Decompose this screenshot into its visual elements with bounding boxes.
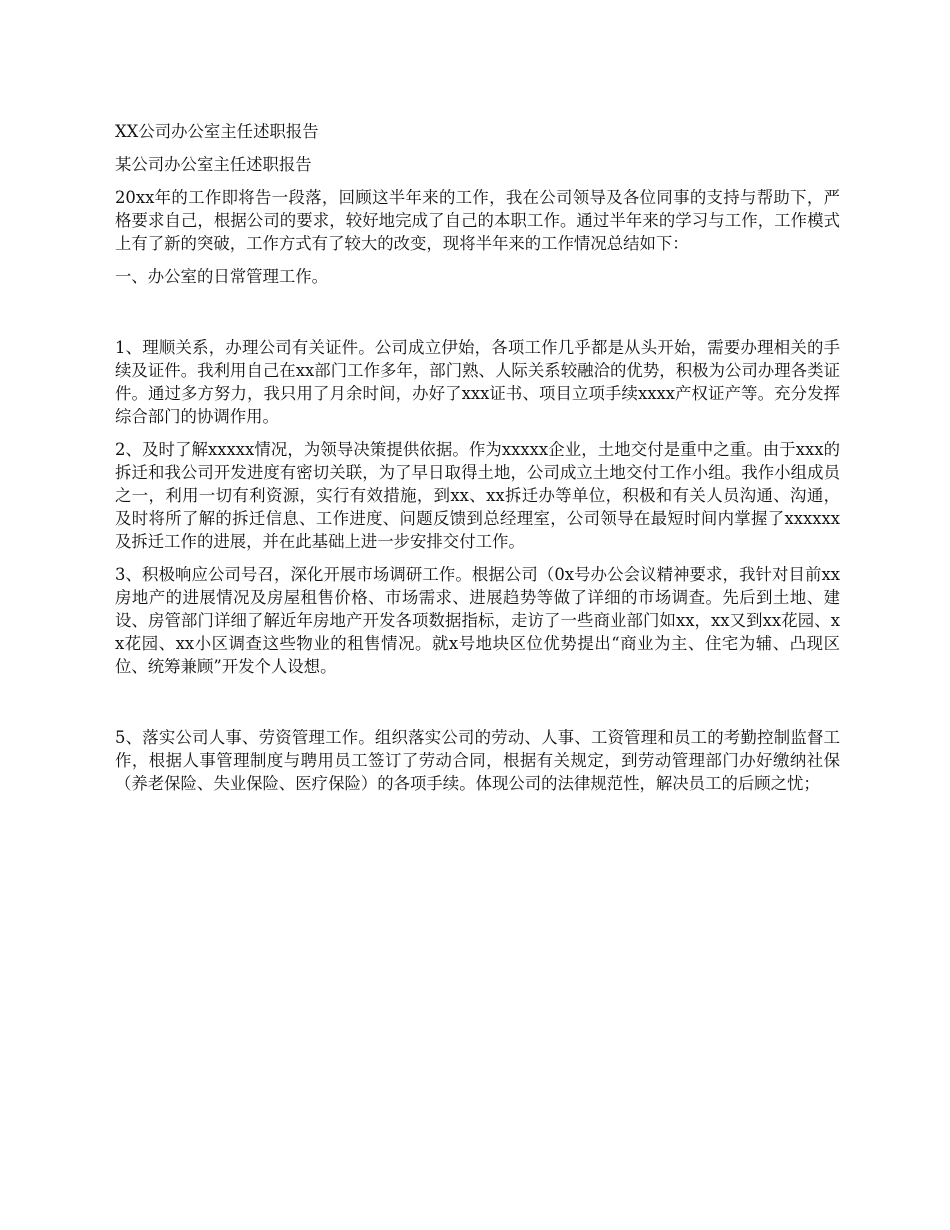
document-subtitle: 某公司办公室主任述职报告 [115,155,312,174]
paragraph-item-2: 2、及时了解xxxxx情况，为领导决策提供依据。作为xxxxx企业，土地交付是重中之重。由于xxx的拆迁和我公司开发进度有密切关联，为了早日取得土地，公司成立土地交付工作小组。我作小组成员之一，利用一切有利资源，实行有效措施，到xx、xx拆迁办等单位，积极和有关人员沟通、沟通，及时将所了解的拆迁信息、工作进度、问题反馈到总经理室，公司领导在最短时间内掌握了xxxxxx及拆迁工作的进展，并在此基础上进一步安排交付工作。 [115,440,840,551]
paragraph-item-3: 3、积极响应公司号召，深化开展市场调研工作。根据公司（0x号办公会议精神要求，我针对目前xx房地产的进展情况及房屋租售价格、市场需求、进展趋势等做了详细的市场调查。先后到土地、建设、房管部门详细了解近年房地产开发各项数据指标，走访了一些商业部门如xx，xx又到xx花园、xx花园、xx小区调查这些物业的租售情况。就x号地块区位优势提出“商业为主、住宅为辅、凸现区位、统筹兼顾”开发个人设想。 [115,565,840,676]
section-heading: 一、办公室的日常管理工作。 [115,267,329,286]
intro-paragraph: 20xx年的工作即将告一段落，回顾这半年来的工作，我在公司领导及各位同事的支持与帮助下，严格要求自己，根据公司的要求，较好地完成了自己的本职工作。通过半年来的学习与工作，工作模式上有了新的突破，工作方式有了较大的改变，现将半年来的工作情况总结如下： [115,188,840,253]
document-page [115,120,840,805]
paragraph-item-5: 5、落实公司人事、劳资管理工作。组织落实公司的劳动、人事、工资管理和员工的考勤控制监督工作，根据人事管理制度与聘用员工签订了劳动合同，根据有关规定，到劳动管理部门办好缴纳社保（养老保险、失业保险、医疗保险）的各项手续。体现公司的法律规范性，解决员工的后顾之忧； [115,728,840,793]
paragraph-item-1: 1、理顺关系，办理公司有关证件。公司成立伊始，各项工作几乎都是从头开始，需要办理相关的手续及证件。我利用自己在xx部门工作多年，部门熟、人际关系较融洽的优势，积极为公司办理各类证件。通过多方努力，我只用了月余时间，办好了xxx证书、项目立项手续xxxx产权证产等。充分发挥综合部门的协调作用。 [115,338,840,426]
document-title: XX公司办公室主任述职报告 [115,122,319,141]
